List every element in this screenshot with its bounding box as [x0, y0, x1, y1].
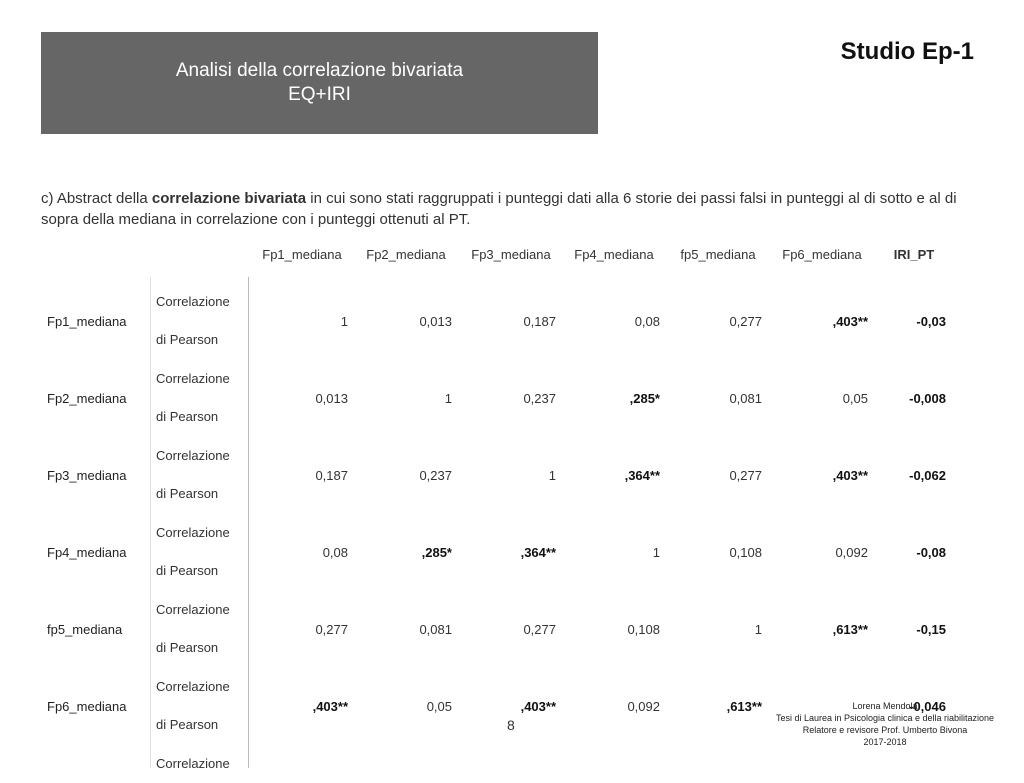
table-divider-light	[150, 277, 151, 768]
row-stat-label: Correlazione	[156, 679, 230, 694]
intro-text-after: in cui sono stati raggruppati i punteggi dati alla 6 storie dei passi falsi in punteggi al di sotto e al di sopra della mediana in correlazione con i punteggi ottenuti al PT.	[41, 190, 957, 228]
table-cell: 0,05	[426, 699, 452, 714]
table-cell: 0,081	[419, 622, 452, 637]
footer-supervisor: Relatore e revisore Prof. Umberto Bivona	[802, 725, 968, 735]
footer-author: Lorena Mendola	[852, 701, 918, 711]
row-stat-label: di Pearson	[156, 717, 219, 732]
column-header: Fp6_mediana	[782, 247, 862, 262]
table-cell: 0,08	[634, 314, 660, 329]
row-stat-label: di Pearson	[156, 640, 219, 655]
row-stat-label: di Pearson	[156, 486, 219, 501]
row-label: Fp6_mediana	[47, 699, 127, 714]
row-stat-label: di Pearson	[156, 332, 219, 347]
column-header: Fp2_mediana	[366, 247, 446, 262]
table-cell: 0,187	[523, 314, 556, 329]
table-cell: -0,062	[909, 468, 946, 483]
table-cell: ,403**	[312, 699, 348, 714]
row-stat-label: di Pearson	[156, 563, 219, 578]
table-cell: 0,277	[315, 622, 348, 637]
table-cell: 0,108	[729, 545, 762, 560]
row-stat-label: Correlazione	[156, 525, 230, 540]
row-label: Fp3_mediana	[47, 468, 127, 483]
table-cell: 1	[652, 545, 660, 560]
table-cell: ,364**	[624, 468, 660, 483]
row-stat-label: Correlazione	[156, 448, 230, 463]
table-cell: ,403**	[832, 468, 868, 483]
table-cell: 0,092	[835, 545, 868, 560]
table-cell: 0,013	[315, 391, 348, 406]
page-number: 8	[507, 717, 515, 733]
table-cell: 0,081	[729, 391, 762, 406]
table-cell: -0,15	[916, 622, 946, 637]
table-cell: 0,092	[627, 699, 660, 714]
table-cell: 0,237	[419, 468, 452, 483]
column-header: Fp4_mediana	[574, 247, 654, 262]
table-cell: 0,277	[729, 314, 762, 329]
row-stat-label: di Pearson	[156, 409, 219, 424]
row-stat-label: Correlazione	[156, 294, 230, 309]
table-cell: 1	[754, 622, 762, 637]
table-cell: 1	[548, 468, 556, 483]
table-cell: ,613**	[726, 699, 762, 714]
table-cell: -0,08	[916, 545, 946, 560]
row-stat-label: Correlazione	[156, 756, 230, 771]
intro-paragraph	[41, 188, 971, 230]
table-cell: ,613**	[832, 622, 868, 637]
studio-label: Studio Ep-1	[840, 38, 974, 65]
table-cell: ,364**	[520, 545, 556, 560]
table-cell: ,403**	[832, 314, 868, 329]
column-header: Fp3_mediana	[471, 247, 551, 262]
table-cell: 0,08	[322, 545, 348, 560]
table-cell: 0,05	[842, 391, 868, 406]
column-header: IRI_PT	[893, 247, 935, 262]
table-cell: 1	[444, 391, 452, 406]
table-cell: -0,008	[909, 391, 946, 406]
table-cell: 1	[340, 314, 348, 329]
row-label: Fp2_mediana	[47, 391, 127, 406]
table-divider	[248, 277, 249, 768]
table-cell: -0,03	[916, 314, 946, 329]
footer-credits	[760, 700, 1010, 748]
row-stat-label: Correlazione	[156, 371, 230, 386]
row-stat-label: Correlazione	[156, 602, 230, 617]
table-cell: 0,013	[419, 314, 452, 329]
slide-title-box	[41, 32, 598, 134]
footer-thesis: Tesi di Laurea in Psicologia clinica e della riabilitazione	[775, 713, 995, 723]
intro-emphasis: correlazione bivariata	[151, 190, 307, 207]
table-cell: ,403**	[520, 699, 556, 714]
table-cell: 0,237	[523, 391, 556, 406]
table-cell: 0,277	[729, 468, 762, 483]
table-cell: 0,187	[315, 468, 348, 483]
column-header: fp5_mediana	[680, 247, 756, 262]
row-label: Fp1_mediana	[47, 314, 127, 329]
column-header: Fp1_mediana	[262, 247, 342, 262]
table-cell: 0,277	[523, 622, 556, 637]
intro-text-before: c) Abstract della	[41, 190, 152, 207]
footer-year: 2017-2018	[863, 737, 907, 747]
table-cell: -0,046	[909, 699, 946, 714]
row-label: fp5_mediana	[47, 622, 123, 637]
slide-title-line2: EQ+IRI	[288, 84, 351, 105]
table-cell: ,285*	[629, 391, 660, 406]
slide-title-line1: Analisi della correlazione bivariata	[175, 60, 464, 81]
table-cell: ,285*	[421, 545, 452, 560]
row-label: Fp4_mediana	[47, 545, 127, 560]
table-cell: 0,108	[627, 622, 660, 637]
